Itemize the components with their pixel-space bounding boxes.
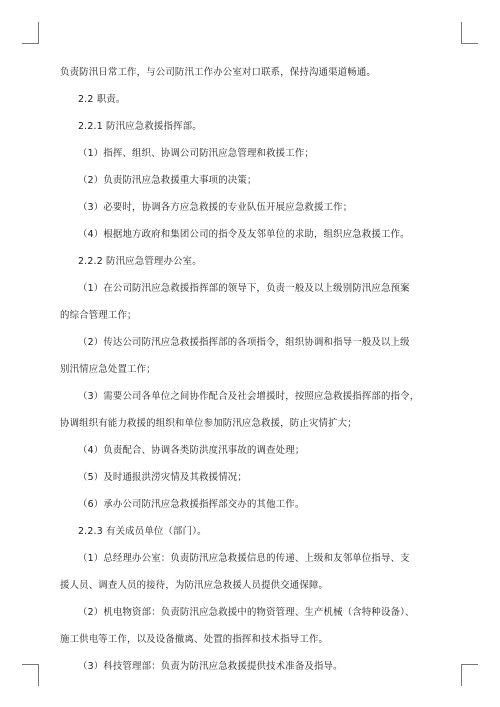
crop-mark-bottom-right-h [461, 664, 478, 665]
crop-mark-bottom-left-v [38, 664, 39, 686]
list-item-continuation: 的综合管理工作； [60, 310, 137, 321]
list-item: （2）机电物资部：负责防汛应急救援中的物资管理、生产机械（含特种设备）、 [78, 607, 415, 618]
crop-mark-top-left-h [22, 43, 39, 44]
list-item-continuation: 别汛情应急处置工作； [60, 364, 156, 375]
list-item: （1）在公司防汛应急救援指挥部的领导下，负责一般及以上级别防汛应急预案 [78, 283, 410, 294]
crop-mark-top-right-v [461, 22, 462, 44]
list-item: （2）负责防汛应急救援重大事项的决策； [78, 175, 257, 186]
list-item: （4）根据地方政府和集团公司的指令及友邻单位的求助，组织应急救援工作。 [78, 229, 410, 240]
list-item: （3）科技管理部：负责为防汛应急救援提供技术准备及指导。 [78, 661, 343, 672]
list-item: （3）必要时，协调各方应急救援的专业队伍开展应急救援工作； [78, 202, 353, 213]
subsection-heading: 2.2.2 防汛应急管理办公室。 [78, 256, 202, 267]
crop-mark-bottom-left-h [22, 664, 39, 665]
list-item: （1）总经理办公室：负责防汛应急救援信息的传递、上级和友邻单位指导、支 [78, 553, 410, 564]
section-heading: 2.2 职责。 [78, 94, 126, 105]
list-item-continuation: 援人员、调查人员的接待，为防汛应急救援人员提供交通保障。 [60, 580, 329, 591]
list-item-continuation: 协调组织有能力救援的组织和单位参加防汛应急救援，防止灾情扩大； [60, 418, 357, 429]
list-item: （1）指挥、组织、协调公司防汛应急管理和救援工作； [78, 148, 314, 159]
list-item: （3）需要公司各单位之间协作配合及社会增援时，按照应急救援指挥部的指令， [78, 391, 420, 402]
list-item: （5）及时通报洪涝灾情及其救援情况； [78, 472, 247, 483]
list-item: （2）传达公司防汛应急救援指挥部的各项指令，组织协调和指导一般及以上级 [78, 337, 410, 348]
subsection-heading: 2.2.3 有关成员单位（部门）。 [78, 526, 207, 537]
list-item-continuation: 施工供电等工作，以及设备撤离、处置的指挥和技术指导工作。 [60, 634, 329, 645]
subsection-heading: 2.2.1 防汛应急救援指挥部。 [78, 121, 202, 132]
crop-mark-top-left-v [38, 22, 39, 44]
crop-mark-top-right-h [461, 43, 478, 44]
list-item: （6）承办公司防汛应急救援指挥部交办的其他工作。 [78, 499, 305, 510]
paragraph-line: 负责防汛日常工作，与公司防汛工作办公室对口联系，保持沟通渠道畅通。 [60, 67, 376, 78]
list-item: （4）负责配合、协调各类防洪度汛事故的调查处理； [78, 445, 305, 456]
crop-mark-bottom-right-v [461, 664, 462, 686]
